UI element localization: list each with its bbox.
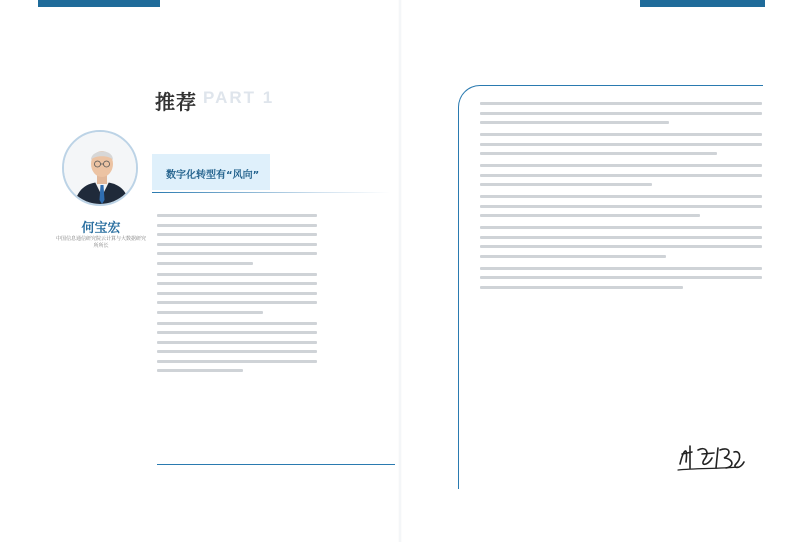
text-line — [480, 286, 683, 289]
paragraph — [157, 214, 317, 265]
text-line — [157, 273, 317, 276]
text-line — [480, 245, 762, 248]
text-line — [157, 331, 317, 334]
paragraph — [157, 322, 317, 373]
top-accent-bar-right — [640, 0, 765, 7]
text-line — [480, 164, 762, 167]
article-title: 数字化转型有“风向” — [166, 170, 260, 181]
text-line — [480, 121, 669, 124]
author-title: 中国信息通信研究院云计算与大数据研究所所长 — [55, 236, 146, 249]
paragraph — [480, 133, 762, 155]
text-line — [480, 133, 762, 136]
text-line — [157, 262, 253, 265]
text-line — [157, 341, 317, 344]
text-line — [480, 267, 762, 270]
text-line — [157, 311, 263, 314]
text-line — [480, 152, 717, 155]
text-line — [480, 214, 700, 217]
handwritten-signature-icon — [676, 438, 746, 474]
title-divider — [152, 192, 390, 193]
text-line — [480, 276, 762, 279]
right-body-text — [480, 102, 762, 298]
text-line — [157, 360, 317, 363]
text-line — [157, 224, 317, 227]
text-line — [480, 226, 762, 229]
text-line — [157, 243, 317, 246]
left-body-text — [157, 214, 317, 380]
text-line — [157, 233, 317, 236]
text-line — [480, 183, 652, 186]
paragraph — [480, 164, 762, 186]
author-name: 何宝宏 — [81, 221, 121, 236]
author-portrait — [62, 130, 138, 206]
text-line — [480, 112, 762, 115]
text-line — [157, 369, 243, 372]
paragraph — [157, 273, 317, 314]
text-line — [480, 174, 762, 177]
paragraph — [480, 195, 762, 217]
text-line — [480, 205, 762, 208]
text-line — [480, 255, 666, 258]
section-part-label: PART 1 — [203, 88, 275, 107]
person-portrait-icon — [64, 132, 138, 206]
text-line — [157, 214, 317, 217]
text-line — [157, 322, 317, 325]
paragraph — [480, 226, 762, 258]
text-line — [157, 350, 317, 353]
left-bottom-rule — [157, 464, 395, 465]
text-line — [480, 195, 762, 198]
section-heading: 推荐 — [155, 90, 197, 114]
text-line — [480, 143, 762, 146]
text-line — [480, 102, 762, 105]
text-line — [157, 301, 317, 304]
page-gutter — [398, 0, 402, 542]
text-line — [157, 252, 317, 255]
text-line — [157, 292, 317, 295]
text-line — [480, 236, 762, 239]
paragraph — [480, 102, 762, 124]
paragraph — [480, 267, 762, 289]
text-line — [157, 282, 317, 285]
